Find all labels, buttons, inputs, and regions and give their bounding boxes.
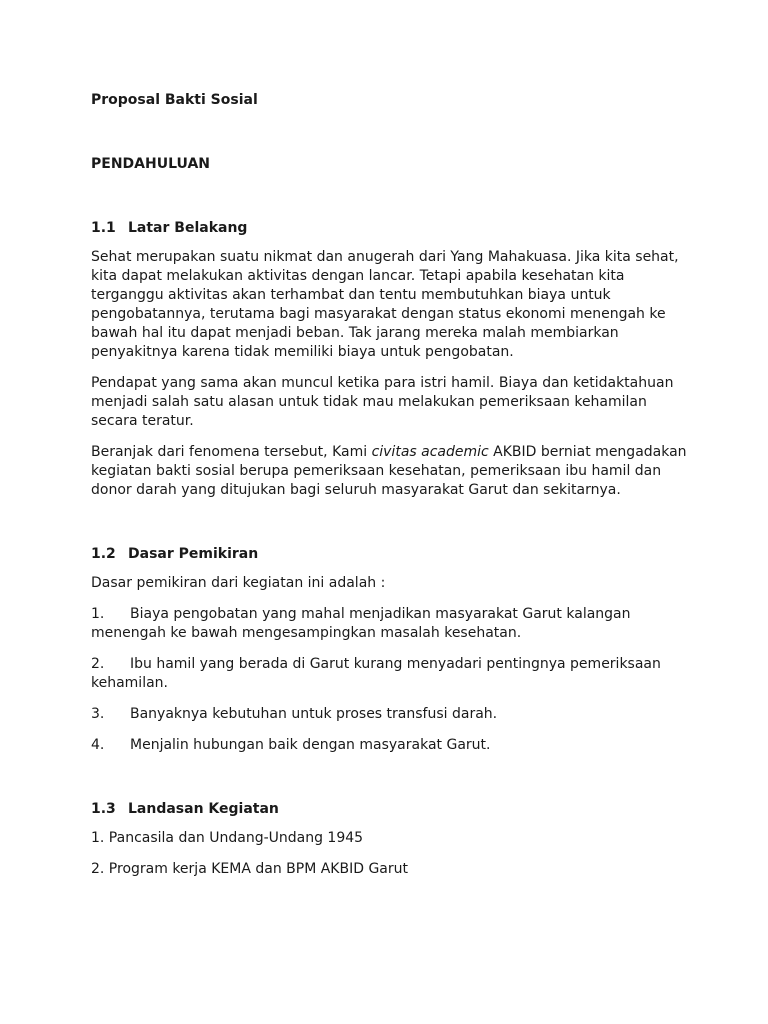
list-item-text: Banyaknya kebutuhan untuk proses transfusi darah. (130, 706, 498, 722)
list-item: 2. Program kerja KEMA dan BPM AKBID Garut (91, 861, 408, 877)
paragraph-text: AKBID berniat mengadakan kegiatan bakti sosial berupa pemeriksaan kesehatan, pemeriksaan ibu hamil dan donor darah yang ditujukan bagi seluruh masyarakat Garut dan sekitarnya. (91, 444, 687, 498)
section-title: Dasar Pemikiran (128, 546, 259, 562)
list-item-text: Ibu hamil yang berada di Garut kurang menyadari pentingnya pemeriksaan kehamilan. (91, 656, 661, 691)
list-item (91, 705, 691, 724)
section-number: 1.3 (91, 801, 116, 817)
list-item-number: 1. (91, 606, 105, 622)
section-intro: Dasar pemikiran dari kegiatan ini adalah : (91, 575, 386, 591)
paragraph-italic-text: civitas academic (371, 444, 489, 460)
list-item-number: 4. (91, 737, 105, 753)
document-content (91, 90, 691, 879)
section-title: Landasan Kegiatan (128, 801, 279, 817)
section-heading-dasar-pemikiran (91, 544, 691, 564)
list-item-text: Menjalin hubungan baik dengan masyarakat Garut. (130, 737, 491, 753)
section-number: 1.1 (91, 220, 116, 236)
list-item: 1. Pancasila dan Undang-Undang 1945 (91, 830, 364, 846)
list-item (91, 655, 691, 693)
section-heading-latar-belakang (91, 218, 691, 238)
paragraph: Sehat merupakan suatu nikmat dan anugerah dari Yang Mahakuasa. Jika kita sehat, kita dapat melakukan aktivitas dengan lancar. Tetapi apabila kesehatan kita terganggu aktivitas akan terhambat dan tentu membutuhkan biaya untuk pengobatannya, terutama bagi masyarakat dengan status ekonomi menengah ke bawah hal itu dapat menjadi beban. Tak jarang mereka malah membiarkan penyakitnya karena tidak memiliki biaya untuk pengobatan. (91, 249, 679, 360)
paragraph (91, 443, 691, 500)
section-heading-landasan-kegiatan (91, 799, 691, 819)
list-item (91, 736, 691, 755)
section-body-dasar-pemikiran (91, 574, 691, 755)
list-item-number: 3. (91, 706, 105, 722)
chapter-heading: PENDAHULUAN (91, 156, 210, 172)
paragraph-text: Beranjak dari fenomena tersebut, Kami (91, 444, 372, 460)
list-item-text: Biaya pengobatan yang mahal menjadikan masyarakat Garut kalangan menengah ke bawah mengesampingkan masalah kesehatan. (91, 606, 631, 641)
section-body-latar-belakang (91, 248, 691, 500)
section-body-landasan-kegiatan (91, 829, 691, 879)
list-item (91, 605, 691, 643)
section-number: 1.2 (91, 546, 116, 562)
section-title: Latar Belakang (128, 220, 248, 236)
document-title: Proposal Bakti Sosial (91, 92, 258, 108)
paragraph: Pendapat yang sama akan muncul ketika para istri hamil. Biaya dan ketidaktahuan menjadi salah satu alasan untuk tidak mau melakukan pemeriksaan kehamilan secara teratur. (91, 375, 674, 429)
list-item-number: 2. (91, 656, 105, 672)
